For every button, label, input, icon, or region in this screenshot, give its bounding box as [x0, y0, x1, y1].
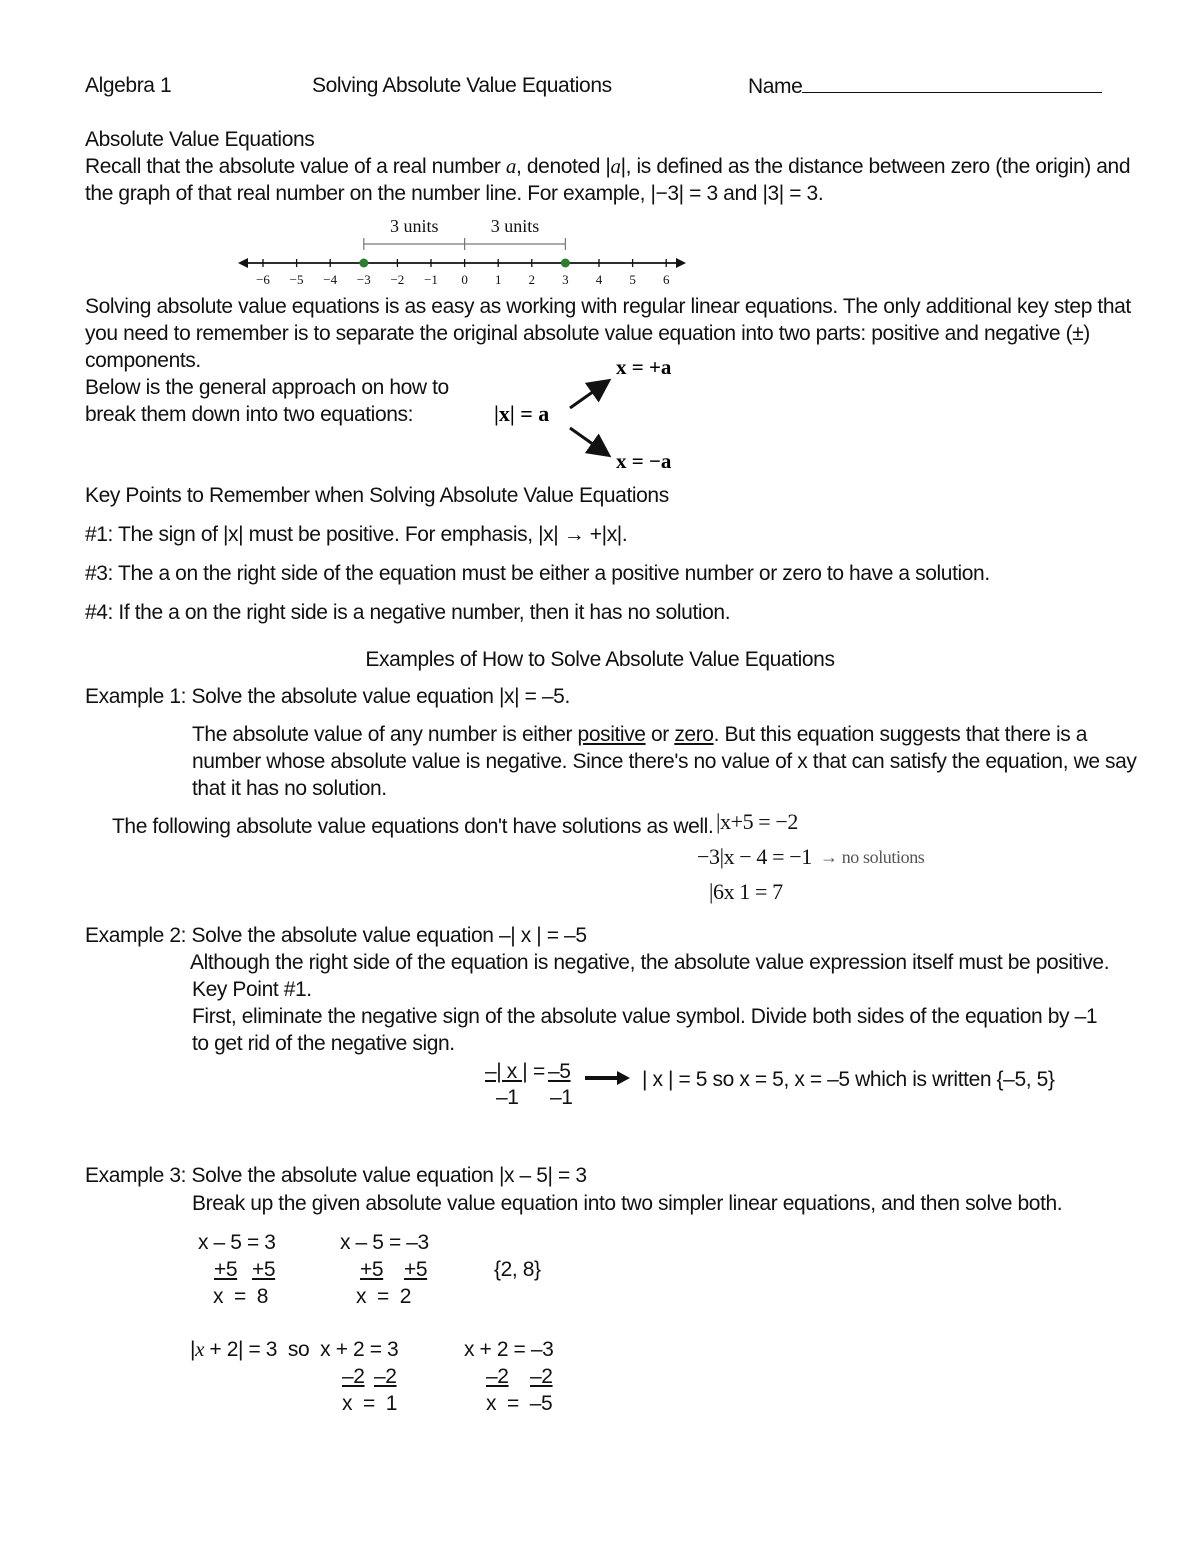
- example-2-line-4: to get rid of the negative sign.: [192, 1032, 455, 1055]
- right-arrow-icon: [583, 1068, 633, 1088]
- number-line-figure: [236, 212, 688, 288]
- course-label: Algebra 1: [85, 74, 172, 97]
- tick-label: 2: [528, 272, 536, 287]
- diagram-top-eq: x = +a: [616, 355, 672, 379]
- solving-line-1: Solving absolute value equations is as easy as working with regular linear equations. The only additional key step that: [85, 295, 1131, 318]
- case-b-row-3: x = 2: [356, 1285, 411, 1308]
- fraction-right-numerator: –5: [548, 1060, 571, 1083]
- example-2-line-3: First, eliminate the negative sign of the absolute value symbol. Divide both sides of the equation by –1: [192, 1005, 1098, 1028]
- case-d-row-1: x + 2 = –3: [464, 1338, 554, 1361]
- case-a-row-2a: +5: [214, 1258, 238, 1281]
- case-d-row-2b: –2: [530, 1365, 553, 1388]
- tick-label: 3: [562, 272, 569, 287]
- solving-line-4: Below is the general approach on how to: [85, 376, 449, 399]
- no-solutions-note: → no solutions: [820, 847, 925, 867]
- var-a-2: a: [610, 154, 621, 178]
- worksheet-title: Solving Absolute Value Equations: [312, 74, 612, 97]
- units-label-right: 3 units: [490, 216, 540, 236]
- arrow-up-icon: [570, 384, 604, 408]
- example-2-line-1: Although the right side of the equation is negative, the absolute value expression itself must be positive.: [190, 951, 1110, 974]
- axis-right-arrow-icon: [676, 258, 686, 268]
- solving-line-5: break them down into two equations:: [85, 403, 414, 426]
- example-1-following: The following absolute value equations don't have solutions as well.: [112, 815, 714, 838]
- key-points-heading: Key Points to Remember when Solving Absolute Value Equations: [85, 484, 669, 507]
- example-1-line-3: that it has no solution.: [192, 777, 387, 800]
- key-point-4: #4: If the a on the right side is a negative number, then it has no solution.: [85, 601, 731, 624]
- diagram-bottom-eq: x = −a: [616, 449, 672, 473]
- tick-label: −6: [256, 272, 270, 287]
- case-c-row-2a: –2: [342, 1365, 365, 1388]
- solution-set: {2, 8}: [494, 1258, 541, 1281]
- var-a: a: [505, 154, 517, 178]
- tick-label: 6: [662, 272, 670, 287]
- arrow-down-icon: [570, 428, 604, 452]
- case-d-row-3: x = –5: [486, 1392, 553, 1415]
- tick-label: 1: [494, 272, 502, 287]
- fraction-left-denominator: –1: [496, 1086, 519, 1109]
- name-blank-line[interactable]: [802, 72, 1102, 93]
- split-diagram: [488, 350, 698, 475]
- highlight-point: [561, 259, 570, 268]
- number-line: [238, 216, 686, 287]
- example-1-title: Example 1: Solve the absolute value equation |x| = –5.: [85, 685, 570, 708]
- name-label: Name: [748, 75, 803, 98]
- tick-label: −2: [390, 272, 405, 287]
- example-2-line-2: Key Point #1.: [192, 978, 312, 1001]
- example-3-title: Example 3: Solve the absolute value equation |x – 5| = 3: [85, 1164, 587, 1187]
- recall-line-2: the graph of that real number on the number line. For example, |−3| = 3 and |3| = 3.: [85, 182, 824, 205]
- tick-label: −1: [424, 272, 438, 287]
- examples-heading: Examples of How to Solve Absolute Value Equations: [365, 648, 835, 671]
- units-label-left: 3 units: [389, 216, 439, 236]
- recall-line-1: Recall that the absolute value of a real number a, denoted |a|, is defined as the distance between zero (the origin) and: [85, 154, 1131, 178]
- example-3-line-1: Break up the given absolute value equation into two simpler linear equations, and then solve both.: [192, 1192, 1063, 1215]
- tick-label: 4: [595, 272, 603, 287]
- tick-label: −3: [356, 272, 371, 287]
- solving-line-2: you need to remember is to separate the original absolute value equation into two parts: positive and negative (±): [85, 322, 1090, 345]
- underlined-positive: positive: [577, 723, 646, 746]
- key-point-1: #1: The sign of |x| must be positive. For emphasis, |x| → +|x|.: [85, 523, 628, 546]
- name-field[interactable]: [748, 72, 1102, 100]
- example-1-line-1: The absolute value of any number is either positive or zero. But this equation suggests that there is a: [192, 723, 1088, 746]
- case-b-row-2b: +5: [404, 1258, 428, 1281]
- fraction-equals: =: [533, 1060, 545, 1083]
- no-solution-eq-1: |x+5 = −2: [716, 809, 799, 834]
- case-a-row-2b: +5: [252, 1258, 276, 1281]
- case-c-intro: |x + 2| = 3 so x + 2 = 3: [190, 1337, 399, 1361]
- example-1-line-2: number whose absolute value is negative. Since there's no value of x that can satisfy the equation, we say: [192, 750, 1137, 773]
- fraction-right-denominator: –1: [550, 1086, 573, 1109]
- tick-label: 5: [629, 272, 636, 287]
- case-a-row-1: x – 5 = 3: [198, 1231, 276, 1254]
- diagram-left-eq: |x| = a: [494, 401, 550, 426]
- underlined-zero: zero: [674, 723, 714, 746]
- example-2-title: Example 2: Solve the absolute value equation –| x | = –5: [85, 924, 587, 947]
- tick-label: −5: [289, 272, 304, 287]
- key-point-3: #3: The a on the right side of the equation must be either a positive number or zero to have a solution.: [85, 562, 990, 585]
- case-a-row-3: x = 8: [213, 1285, 268, 1308]
- no-solution-eq-2: −3|x − 4 = −1: [697, 844, 812, 869]
- example-2-result: | x | = 5 so x = 5, x = –5 which is written {–5, 5}: [642, 1068, 1055, 1091]
- tick-label: −4: [323, 272, 338, 287]
- case-b-row-2a: +5: [360, 1258, 384, 1281]
- no-solution-eq-3: |6x 1 = 7: [709, 879, 783, 904]
- intro-heading: Absolute Value Equations: [85, 128, 315, 151]
- fraction-left-numerator: –| x |: [485, 1060, 528, 1083]
- case-c-row-2b: –2: [374, 1365, 397, 1388]
- axis-left-arrow-icon: [238, 258, 248, 268]
- case-b-row-1: x – 5 = –3: [340, 1231, 429, 1254]
- highlight-point: [359, 259, 368, 268]
- case-c-row-3: x = 1: [342, 1392, 397, 1415]
- solving-line-3: components.: [85, 349, 201, 372]
- case-d-row-2a: –2: [486, 1365, 509, 1388]
- tick-label: 0: [461, 272, 468, 287]
